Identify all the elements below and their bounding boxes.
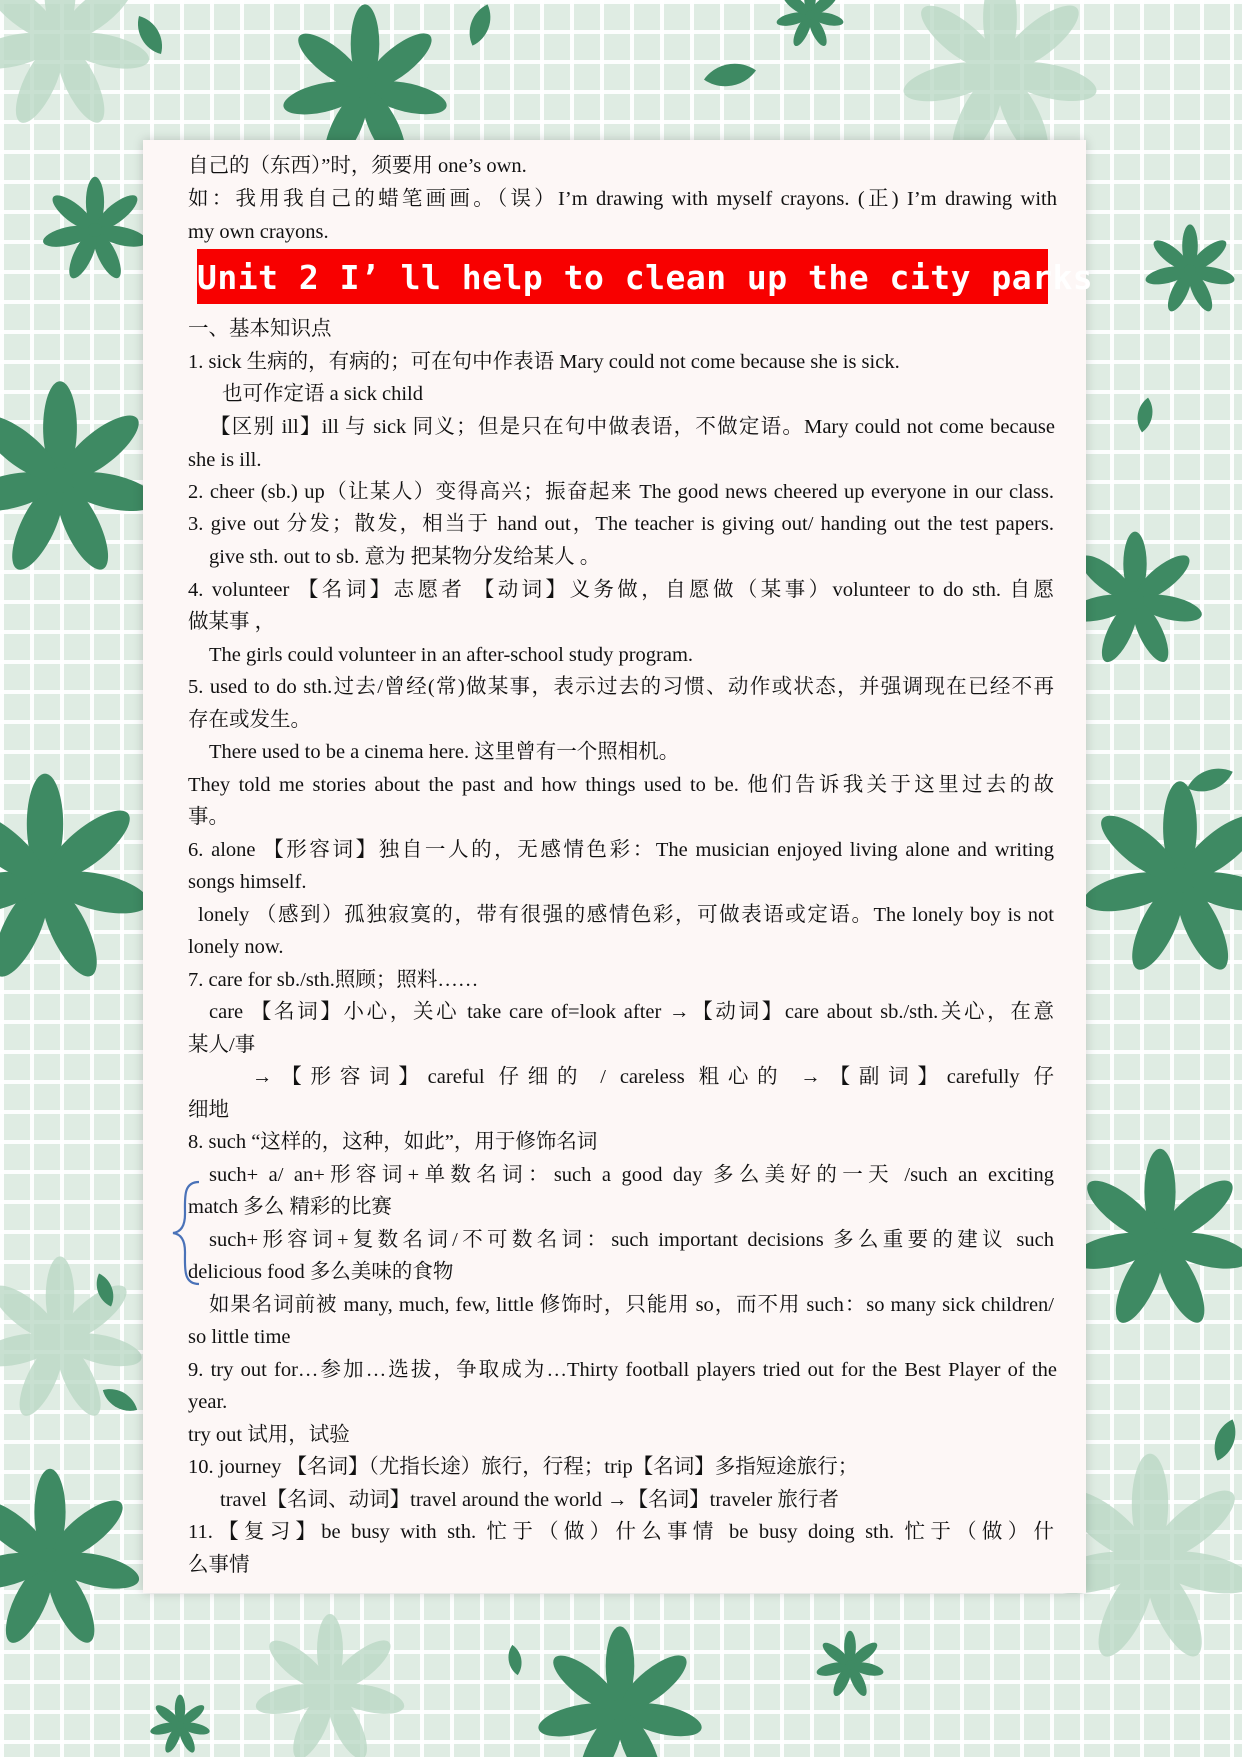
flower-small-top-right: [775, 0, 844, 48]
text-line: 10. journey 【名词】（尤指长途）旅行，行程；trip【名词】多指短途旅行；: [188, 1456, 859, 1478]
text-line: 7. care for sb./sth.照顾；照料……: [188, 969, 479, 991]
text-line: care 【名词】小心，关心 take care of=look after →【动词】care about sb./sth.关心，在意: [209, 1001, 1054, 1023]
flower-dark-left-upper: [41, 177, 149, 282]
text-line: 事。: [188, 806, 229, 828]
text-line: 做某事 ，: [188, 611, 276, 633]
flower-dark-right-bottom: [1068, 1149, 1242, 1329]
text-line: lonely now.: [188, 936, 284, 958]
flower-dark-right-mid: [1066, 532, 1205, 667]
flower-dark-right-low: [1080, 781, 1242, 976]
text-line: she is ill.: [188, 449, 262, 471]
text-line: 自己的（东西）”时，须要用 one’s own.: [188, 155, 527, 177]
text-line: The girls could volunteer in an after-school study program.: [209, 644, 694, 666]
text-line: so little time: [188, 1326, 291, 1348]
text-line: 【区别 ill】ill 与 sick 同义；但是只在句中做表语，不做定语。Mary could not come because: [210, 416, 1055, 438]
text-line: 8. such “这样的，这种，如此”，用于修饰名词: [188, 1131, 598, 1153]
text-line: year.: [188, 1391, 228, 1413]
text-line: 存在或发生。: [188, 709, 311, 731]
text-line: 11.【复习】be busy with sth. 忙于（做）什么事情 be busy doing sth. 忙于（做）什: [188, 1521, 1054, 1543]
text-line: travel【名词、动词】travel around the world →【名词】traveler 旅行者: [220, 1489, 839, 1511]
text-line: give sth. out to sb. 意为 把某物分发给某人 。: [209, 546, 601, 568]
text-line: →【形容词】careful 仔细的 / careless 粗心的 →【副词】carefully 仔: [252, 1066, 1054, 1088]
text-line: 9. try out for…参加…选拔，争取成为…Thirty football players tried out for the Best Player of the: [188, 1359, 1057, 1381]
text-line: 某人/事: [188, 1034, 256, 1056]
flower-light-top-left: [0, 0, 152, 129]
flower-small-bottom-left: [149, 1695, 211, 1755]
unit-title-banner: [197, 249, 1094, 304]
text-line: 么事情: [188, 1554, 250, 1576]
flower-dark-bottom-mid: [535, 1626, 704, 1757]
text-line: try out 试用，试验: [188, 1424, 350, 1446]
text-line: 1. sick 生病的，有病的；可在句中作表语 Mary could not come because she is sick.: [188, 351, 900, 373]
flower-dark-left-mid: [0, 381, 160, 576]
text-line: 2. cheer (sb.) up（让某人）变得高兴；振奋起来 The good news cheered up everyone in our class.: [188, 481, 1054, 503]
text-line: lonely （感到）孤独寂寞的，带有很强的感情色彩，可做表语或定语。The lonely boy is not: [198, 904, 1054, 926]
text-line: 3. give out 分发；散发，相当于 hand out，The teacher is giving out/ handing out the test papers.: [188, 513, 1054, 535]
text-line: 也可作定语 a sick child: [222, 383, 423, 405]
text-line: 5. used to do sth.过去/曾经(常)做某事，表示过去的习惯、动作或状态，并强调现在已经不再: [188, 676, 1054, 698]
text-line: delicious food 多么美味的食物: [188, 1261, 454, 1283]
text-line: They told me stories about the past and how things used to be. 他们告诉我关于这里过去的故: [188, 774, 1054, 796]
flower-dark-left-low: [0, 774, 153, 984]
flower-small-bottom-right: [815, 1631, 884, 1699]
text-line: 如果名词前被 many, much, few, little 修饰时，只能用 so，而不用 such：so many sick children/: [209, 1294, 1054, 1316]
text-line: such+ a/ an+形容词+单数名词：such a good day 多么美好的一天 /such an exciting: [209, 1164, 1054, 1186]
flower-light-bottom-left: [253, 1614, 407, 1757]
text-line: songs himself.: [188, 871, 307, 893]
text-line: 细地: [188, 1099, 229, 1121]
text-line: match 多么 精彩的比赛: [188, 1196, 392, 1218]
section-heading: 一、基本知识点: [188, 318, 332, 340]
unit-title: Unit 2 I’ ll help to clean up the city parks: [197, 258, 1094, 297]
text-line: 6. alone 【形容词】独自一人的，无感情色彩：The musician enjoyed living alone and writing: [188, 839, 1054, 861]
flower-dark-right-upper: [1144, 224, 1236, 314]
text-line: 如：我用我自己的蜡笔画画。（误）I’m drawing with myself crayons. (正) I’m drawing with: [188, 188, 1057, 210]
text-line: 4. volunteer 【名词】志愿者 【动词】义务做，自愿做（某事）volunteer to do sth. 自愿: [188, 579, 1054, 601]
text-line: There used to be a cinema here. 这里曾有一个照相机。: [209, 741, 680, 763]
flower-dark-left-bottom: [0, 1469, 142, 1649]
text-line: such+形容词+复数名词/不可数名词：such important decisions 多么重要的建议 such: [209, 1229, 1054, 1251]
text-line: my own crayons.: [188, 221, 329, 243]
